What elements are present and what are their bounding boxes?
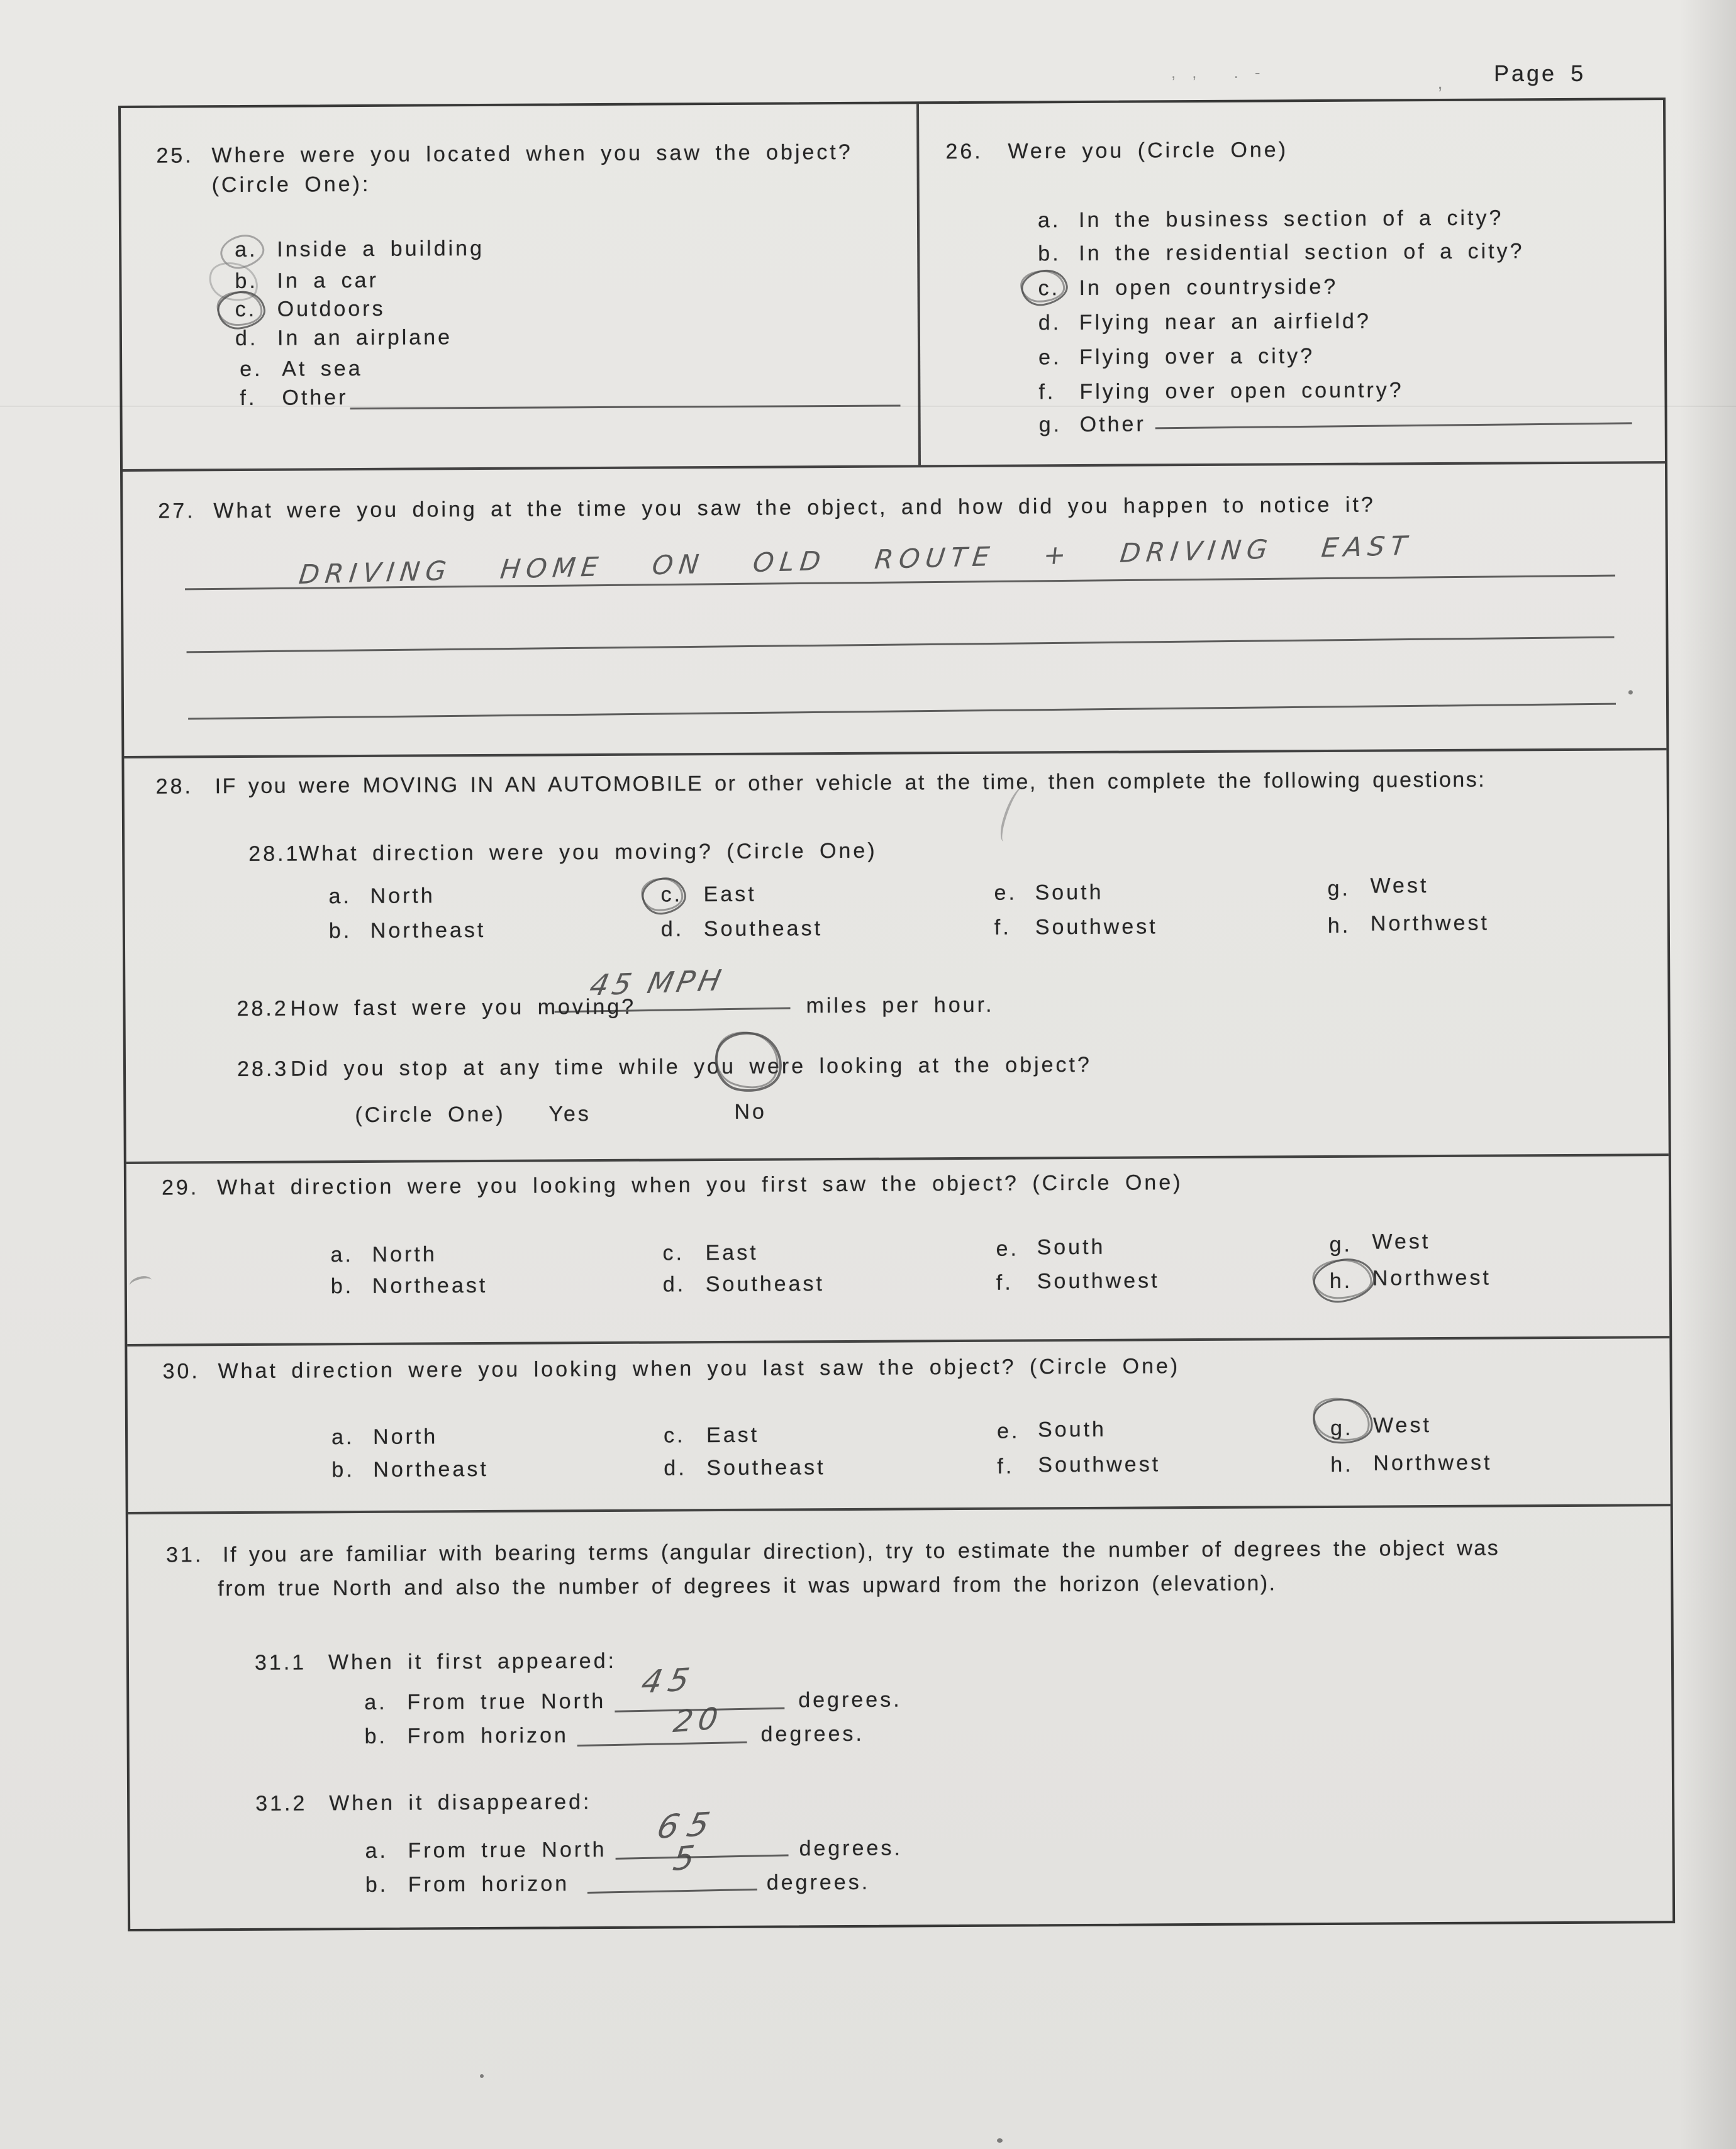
q29-question: What direction were you looking when you first saw the object? (Circle One) xyxy=(216,1170,1183,1200)
q25-instruction: (Circle One): xyxy=(211,172,371,197)
q29-option-label-d: Southeast xyxy=(705,1272,825,1297)
q25-option-letter-d: d. xyxy=(235,326,259,351)
q29-option-label-c: East xyxy=(705,1240,759,1265)
q28-1-option-label-f: Southwest xyxy=(1035,914,1158,940)
q28-2-number: 28.2 xyxy=(236,996,289,1021)
q29-option-letter-g: g. xyxy=(1329,1232,1352,1257)
q28-1-option-letter-b: b. xyxy=(328,919,352,943)
q31-number: 31. xyxy=(165,1543,204,1567)
q30-option-letter-f: f. xyxy=(997,1454,1015,1479)
q30-number: 30. xyxy=(162,1359,200,1384)
q29-number: 29. xyxy=(161,1175,199,1200)
form-frame xyxy=(118,97,1675,1931)
q29-option-letter-e: e. xyxy=(996,1236,1019,1261)
q29-option-label-h: Northwest xyxy=(1372,1265,1491,1291)
q28-1-option-letter-h: h. xyxy=(1327,913,1351,938)
q28-1-option-label-a: North xyxy=(370,884,435,908)
q30-option-label-e: South xyxy=(1037,1417,1107,1442)
pencil-scribble-q28-3-no xyxy=(709,1026,787,1099)
q30-option-label-g: West xyxy=(1372,1413,1432,1438)
q25-option-label-b: In a car xyxy=(277,268,379,293)
q25-option-label-e: At sea xyxy=(282,356,363,381)
q31-2a-letter: a. xyxy=(365,1838,388,1863)
q31-2-title: When it disappeared: xyxy=(329,1790,592,1816)
q26-other-blank-line xyxy=(1155,422,1632,429)
q31-2a-suffix: degrees. xyxy=(799,1836,903,1861)
q31-1-title: When it first appeared: xyxy=(328,1648,617,1675)
q31-1-number: 31.1 xyxy=(254,1650,307,1675)
q30-option-label-c: East xyxy=(706,1423,760,1448)
scan-speck xyxy=(480,2074,484,2078)
q26-option-letter-f: f. xyxy=(1038,380,1056,404)
q27-handwritten-answer: DRIVING HOME ON OLD ROUTE + DRIVING EAST xyxy=(297,530,1414,590)
q26-option-letter-g: g. xyxy=(1038,413,1062,437)
q25-option-label-a: Inside a building xyxy=(277,236,485,262)
q26-number: 26. xyxy=(945,139,983,164)
q31-1b-text: From horizon xyxy=(407,1723,569,1748)
q30-option-letter-b: b. xyxy=(331,1458,355,1482)
q28-1-option-letter-a: a. xyxy=(328,884,352,909)
q25-number: 25. xyxy=(156,143,194,168)
q29-option-label-g: West xyxy=(1372,1230,1431,1254)
q25-option-letter-e: e. xyxy=(240,357,263,381)
q30-option-letter-d: d. xyxy=(664,1456,687,1480)
q28-1-option-letter-g: g. xyxy=(1327,876,1351,901)
q28-1-number: 28.1 xyxy=(248,841,301,866)
q28-title: IF you were MOVING IN AN AUTOMOBILE or other vehicle at the time, then complete the following questions: xyxy=(214,767,1486,799)
scan-speck xyxy=(997,2138,1003,2143)
q31-text-line1: If you are familiar with bearing terms (angular direction), try to estimate the number of degrees the object was xyxy=(222,1536,1500,1567)
q26-option-label-e: Flying over a city? xyxy=(1079,344,1315,370)
q31-2b-text: From horizon xyxy=(408,1872,570,1897)
section-divider xyxy=(126,1153,1669,1164)
q28-2-question: How fast were you moving? xyxy=(290,994,637,1021)
q31-1b-letter: b. xyxy=(364,1724,388,1748)
q25-option-label-c: Outdoors xyxy=(277,296,386,321)
q27-answer-line-2 xyxy=(187,636,1615,653)
q29-option-label-b: Northeast xyxy=(372,1273,488,1298)
margin-pencil-mark xyxy=(128,1274,153,1292)
q31-2-number: 31.2 xyxy=(255,1791,308,1816)
q31-1a-letter: a. xyxy=(364,1690,387,1714)
q30-option-letter-e: e. xyxy=(996,1419,1020,1443)
q28-1-option-letter-f: f. xyxy=(994,915,1011,940)
q30-option-letter-a: a. xyxy=(331,1425,355,1450)
pencil-scribble-q29-h xyxy=(1310,1254,1379,1307)
q29-option-letter-h: h. xyxy=(1329,1269,1353,1293)
q29-option-letter-c: c. xyxy=(662,1241,685,1265)
q31-1a-text: From true North xyxy=(407,1689,606,1714)
q29-option-label-f: Southwest xyxy=(1037,1269,1160,1294)
q26-option-letter-d: d. xyxy=(1038,311,1062,335)
q30-option-letter-c: c. xyxy=(663,1423,686,1448)
q25-other-blank-line xyxy=(350,404,901,409)
q26-option-label-g: Other xyxy=(1079,412,1146,437)
q27-number: 27. xyxy=(158,499,196,523)
q31-1a-suffix: degrees. xyxy=(798,1687,902,1713)
q30-option-label-b: Northeast xyxy=(373,1457,489,1482)
section-divider xyxy=(127,1336,1669,1347)
section-divider xyxy=(128,1504,1671,1514)
q26-question: Were you (Circle One) xyxy=(1008,138,1289,164)
q28-3-no-label: No xyxy=(734,1099,767,1124)
scan-comma-mark: ‚ xyxy=(1438,70,1459,93)
q26-option-label-d: Flying near an airfield? xyxy=(1079,309,1371,335)
q27-answer-line-3 xyxy=(188,703,1616,720)
q27-question: What were you doing at the time you saw the object, and how did you happen to notice it? xyxy=(213,492,1376,523)
q28-3-yes-label: Yes xyxy=(548,1102,591,1126)
section-divider xyxy=(124,748,1666,758)
q31-2b-suffix: degrees. xyxy=(766,1870,871,1895)
page-label: Page 5 xyxy=(1494,60,1586,86)
scan-speck-marks: ,, .- xyxy=(1171,63,1277,82)
q29-option-letter-a: a. xyxy=(330,1243,354,1267)
q28-1-option-letter-c: c. xyxy=(660,882,683,907)
period-mark xyxy=(1628,690,1633,694)
q28-3-instruction: (Circle One) xyxy=(355,1102,506,1128)
q28-1-option-label-b: Northeast xyxy=(370,918,486,943)
q25-option-letter-c: c. xyxy=(235,297,257,322)
q30-option-label-a: North xyxy=(372,1424,438,1449)
q25-question: Where were you located when you saw the object? xyxy=(211,140,853,168)
q28-3-number: 28.3 xyxy=(236,1057,289,1082)
q30-option-label-h: Northwest xyxy=(1373,1450,1493,1475)
q30-option-label-d: Southeast xyxy=(706,1455,826,1480)
pencil-scribble-q30-g xyxy=(1311,1396,1376,1447)
q31-1a-handwritten-value: 45 xyxy=(638,1661,699,1701)
q28-2-handwritten-value: 45 MPH xyxy=(586,963,728,1002)
column-divider xyxy=(916,104,921,465)
q26-option-letter-b: b. xyxy=(1038,242,1061,266)
q30-question: What direction were you looking when you last saw the object? (Circle One) xyxy=(218,1354,1181,1384)
q28-1-option-letter-d: d. xyxy=(660,917,684,941)
q28-1-option-label-d: Southeast xyxy=(703,916,823,941)
q25-option-label-d: In an airplane xyxy=(277,325,453,350)
q31-2a-handwritten-value: 65 xyxy=(653,1805,722,1847)
q25-option-label-f: Other xyxy=(282,386,348,410)
q28-1-option-label-h: Northwest xyxy=(1370,911,1489,936)
q26-option-label-a: In the business section of a city? xyxy=(1078,206,1504,233)
q28-3-question: Did you stop at any time while you were looking at the object? xyxy=(290,1052,1092,1081)
q25-option-letter-a: a. xyxy=(235,237,258,262)
q29-option-label-e: South xyxy=(1037,1235,1106,1260)
q28-2-suffix: miles per hour. xyxy=(806,992,994,1018)
q28-1-option-label-g: West xyxy=(1370,874,1429,898)
q29-option-letter-d: d. xyxy=(662,1272,686,1297)
q25-option-letter-b: b. xyxy=(235,269,258,294)
q29-option-letter-b: b. xyxy=(330,1274,354,1299)
pencil-circle-q28-1-c xyxy=(640,875,689,917)
pencil-circle-q25-c xyxy=(216,289,267,331)
q31-2b-handwritten-value: 5 xyxy=(670,1838,702,1879)
q31-2a-text: From true North xyxy=(408,1837,607,1863)
q28-number: 28. xyxy=(155,774,194,799)
q31-text-line2: from true North and also the number of degrees it was upward from the horizon (elevation). xyxy=(218,1571,1277,1601)
pencil-circle-q26-c xyxy=(1018,266,1071,309)
q30-option-label-f: Southwest xyxy=(1038,1452,1161,1477)
q29-option-letter-f: f. xyxy=(996,1270,1013,1295)
q26-option-label-c: In open countryside? xyxy=(1079,274,1338,301)
q28-1-question: What direction were you moving? (Circle One) xyxy=(299,838,877,866)
q28-1-option-label-c: East xyxy=(703,882,757,907)
q30-option-letter-g: g. xyxy=(1330,1416,1354,1440)
q31-2a-blank-line xyxy=(616,1855,789,1860)
q31-1b-blank-line xyxy=(577,1741,747,1746)
q31-2b-blank-line xyxy=(587,1889,757,1894)
q28-1-option-label-e: South xyxy=(1035,880,1104,905)
q26-option-label-b: In the residential section of a city? xyxy=(1079,239,1525,266)
q28-1-option-letter-e: e. xyxy=(994,880,1018,905)
q30-option-letter-h: h. xyxy=(1330,1452,1354,1477)
q25-option-letter-f: f. xyxy=(240,386,257,410)
q26-option-letter-c: c. xyxy=(1038,276,1060,301)
section-divider xyxy=(123,461,1665,472)
q26-option-letter-a: a. xyxy=(1037,208,1061,233)
q26-option-letter-e: e. xyxy=(1038,345,1062,370)
q31-2b-letter: b. xyxy=(365,1872,389,1897)
q31-1b-suffix: degrees. xyxy=(760,1721,864,1746)
q26-option-label-f: Flying over open country? xyxy=(1079,378,1404,404)
q31-1b-handwritten-value: 20 xyxy=(671,1701,725,1740)
q29-option-label-a: North xyxy=(372,1242,437,1267)
